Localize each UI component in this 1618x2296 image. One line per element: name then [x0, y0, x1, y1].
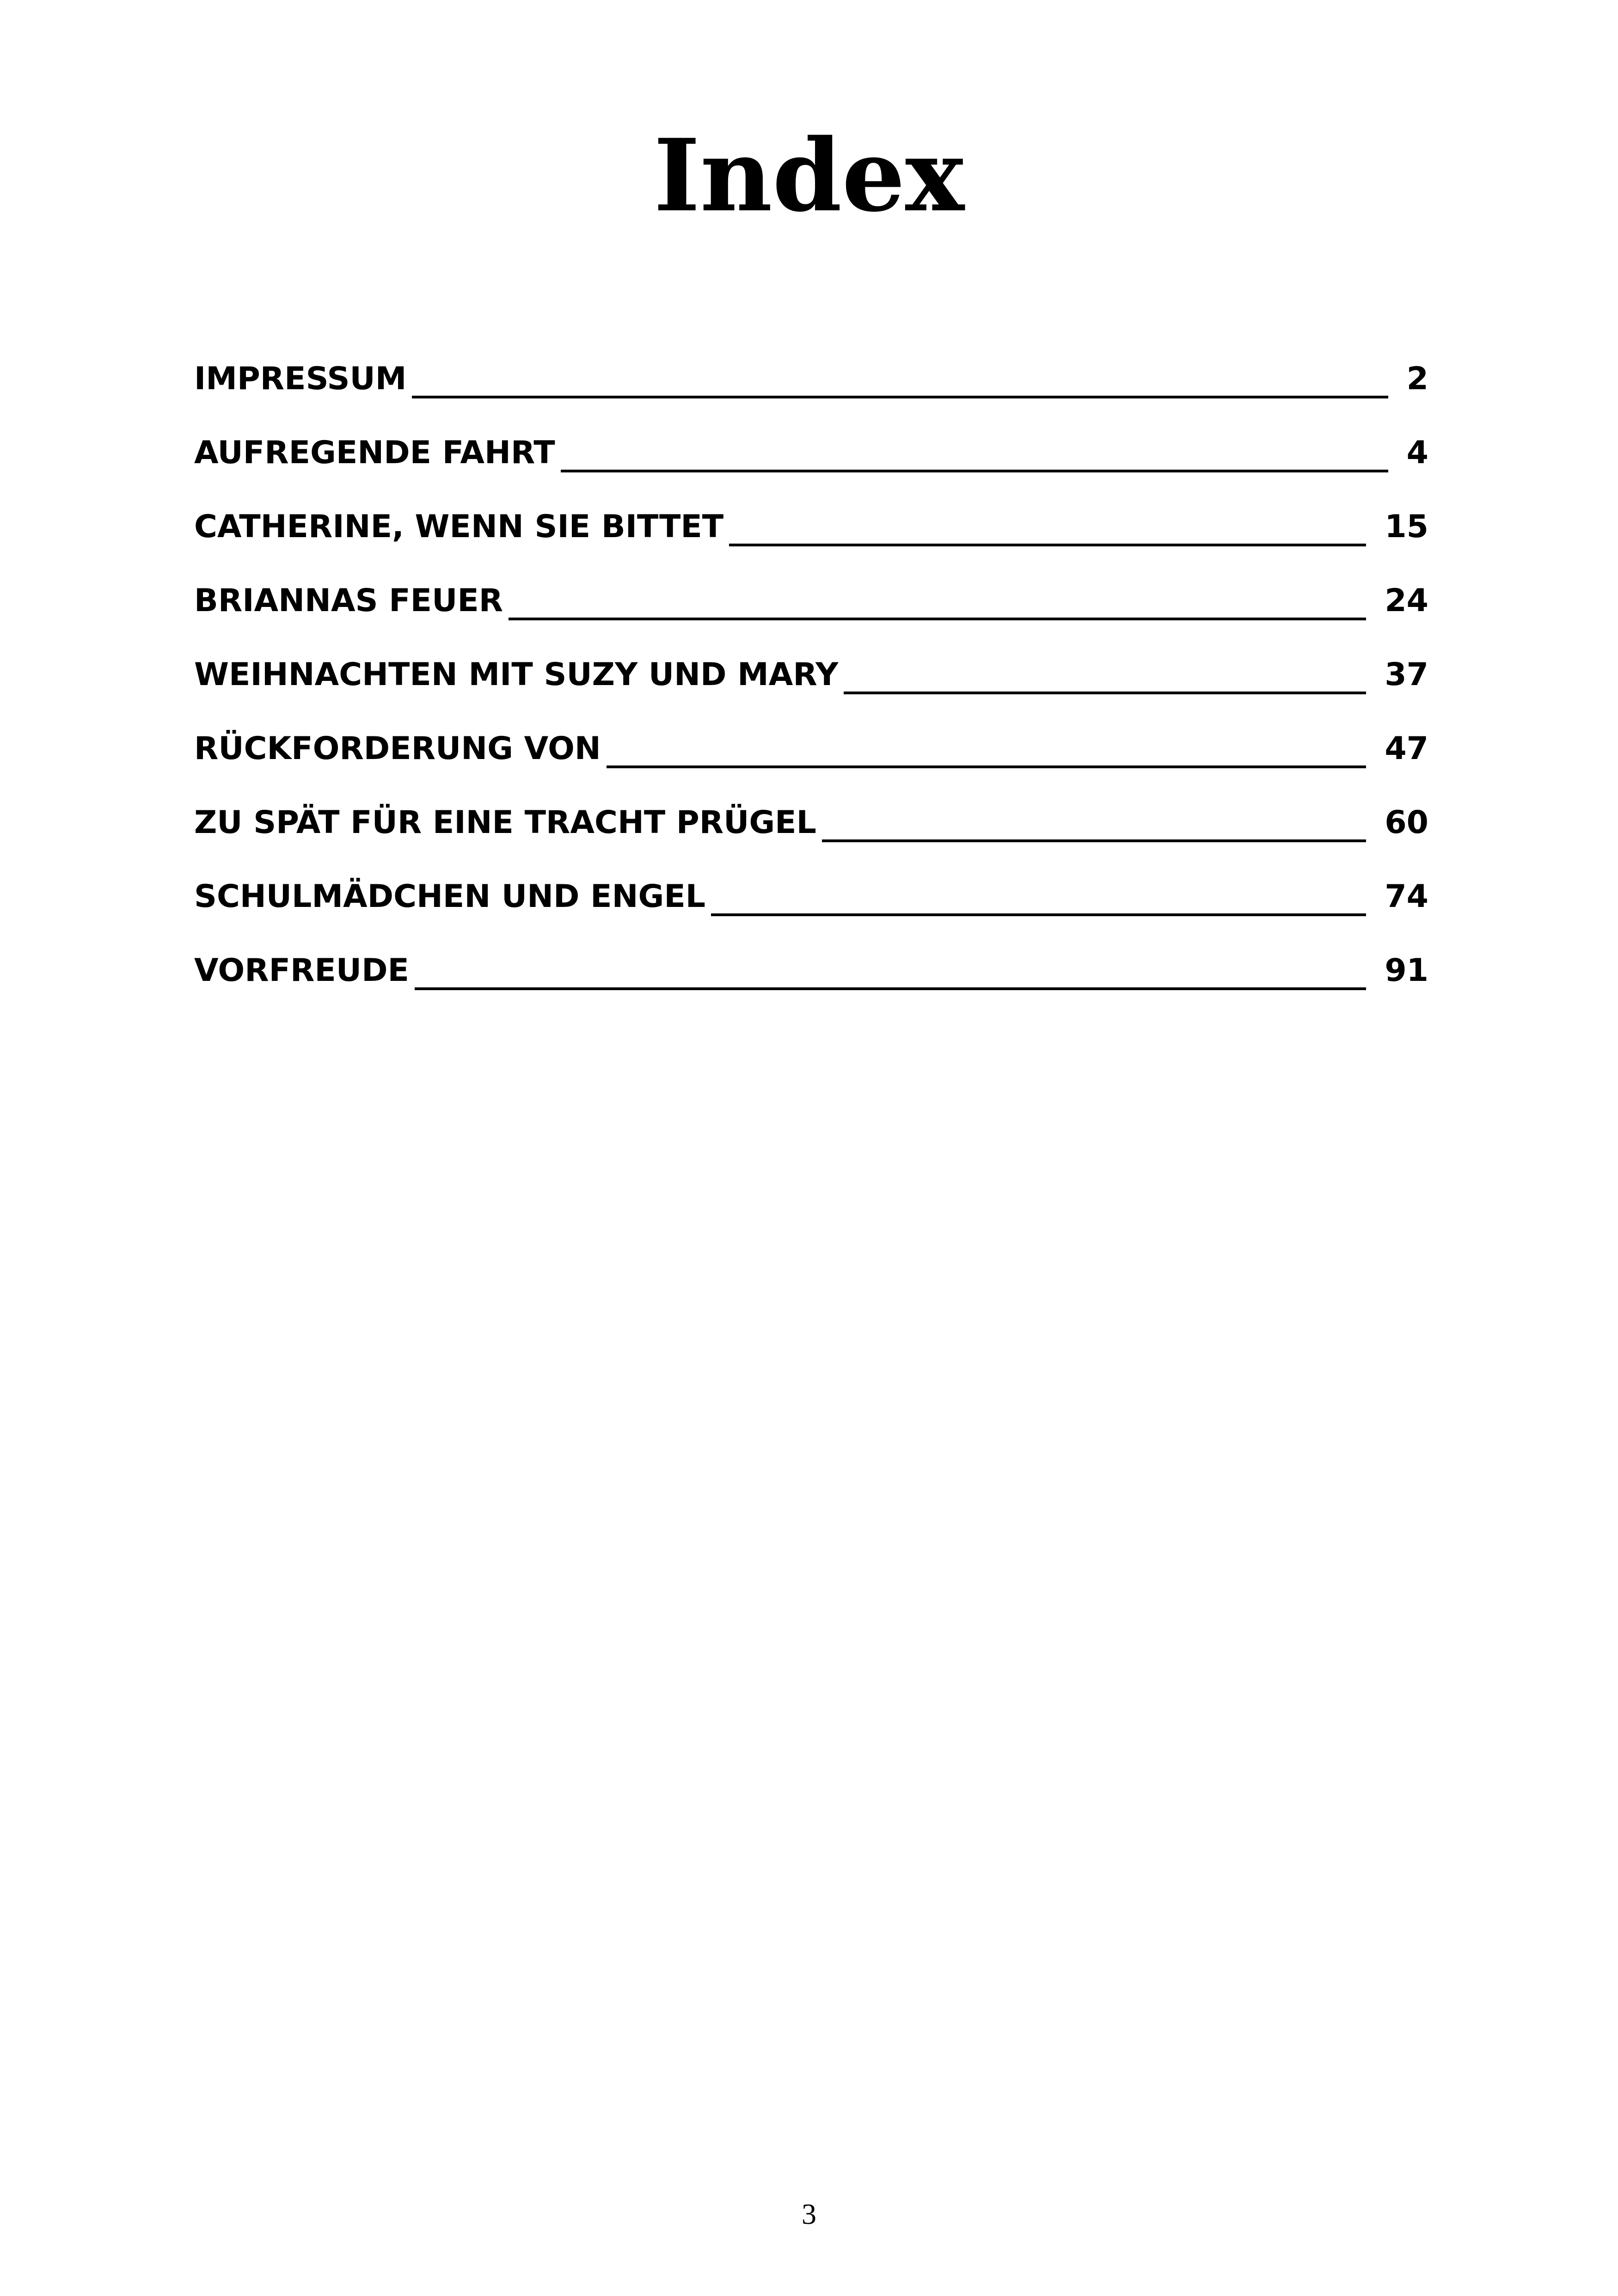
- toc-entry-label: IMPRESSUM: [194, 356, 406, 402]
- toc-entry-briannas-feuer[interactable]: [194, 578, 1428, 652]
- table-of-contents: [194, 356, 1428, 1022]
- toc-entry-page: 15: [1385, 508, 1428, 545]
- toc-leader-line: [415, 987, 1366, 990]
- toc-entry-page: 60: [1385, 804, 1428, 841]
- page-title: Index: [653, 117, 965, 234]
- toc-leader-line: [509, 618, 1366, 620]
- toc-leader-line: [561, 470, 1388, 472]
- toc-entry-schulmaedchen[interactable]: [194, 874, 1428, 948]
- toc-entry-page: 4: [1406, 435, 1428, 471]
- toc-entry-label: VORFREUDE: [194, 948, 409, 994]
- page-number: 3: [802, 2198, 816, 2230]
- toc-entry-label: ZU SPÄT FÜR EINE TRACHT PRÜGEL: [194, 800, 816, 846]
- toc-entry-label: SCHULMÄDCHEN UND ENGEL: [194, 874, 705, 920]
- toc-leader-line: [844, 692, 1366, 694]
- toc-leader-line: [822, 839, 1366, 842]
- toc-entry-vorfreude[interactable]: [194, 948, 1428, 1022]
- toc-leader-line: [711, 913, 1366, 916]
- toc-entry-label: WEIHNACHTEN MIT SUZY UND MARY: [194, 652, 838, 698]
- toc-entry-page: 37: [1385, 656, 1428, 693]
- toc-entry-weihnachten[interactable]: [194, 652, 1428, 726]
- toc-entry-rueckforderung[interactable]: [194, 726, 1428, 800]
- toc-leader-line: [412, 396, 1388, 398]
- toc-entry-aufregende-fahrt[interactable]: [194, 430, 1428, 504]
- toc-entry-label: CATHERINE, WENN SIE BITTET: [194, 504, 723, 550]
- toc-entry-page: 47: [1385, 730, 1428, 767]
- toc-leader-line: [729, 544, 1366, 546]
- toc-entry-page: 91: [1385, 952, 1428, 989]
- toc-leader-line: [607, 765, 1366, 768]
- toc-entry-label: BRIANNAS FEUER: [194, 578, 503, 624]
- toc-entry-zu-spaet[interactable]: [194, 800, 1428, 874]
- toc-entry-impressum[interactable]: [194, 356, 1428, 430]
- toc-entry-page: 74: [1385, 878, 1428, 915]
- toc-entry-page: 24: [1385, 582, 1428, 619]
- toc-entry-label: AUFREGENDE FAHRT: [194, 430, 555, 476]
- toc-entry-page: 2: [1406, 361, 1428, 397]
- toc-entry-catherine[interactable]: [194, 504, 1428, 578]
- toc-entry-label: RÜCKFORDERUNG VON: [194, 726, 601, 772]
